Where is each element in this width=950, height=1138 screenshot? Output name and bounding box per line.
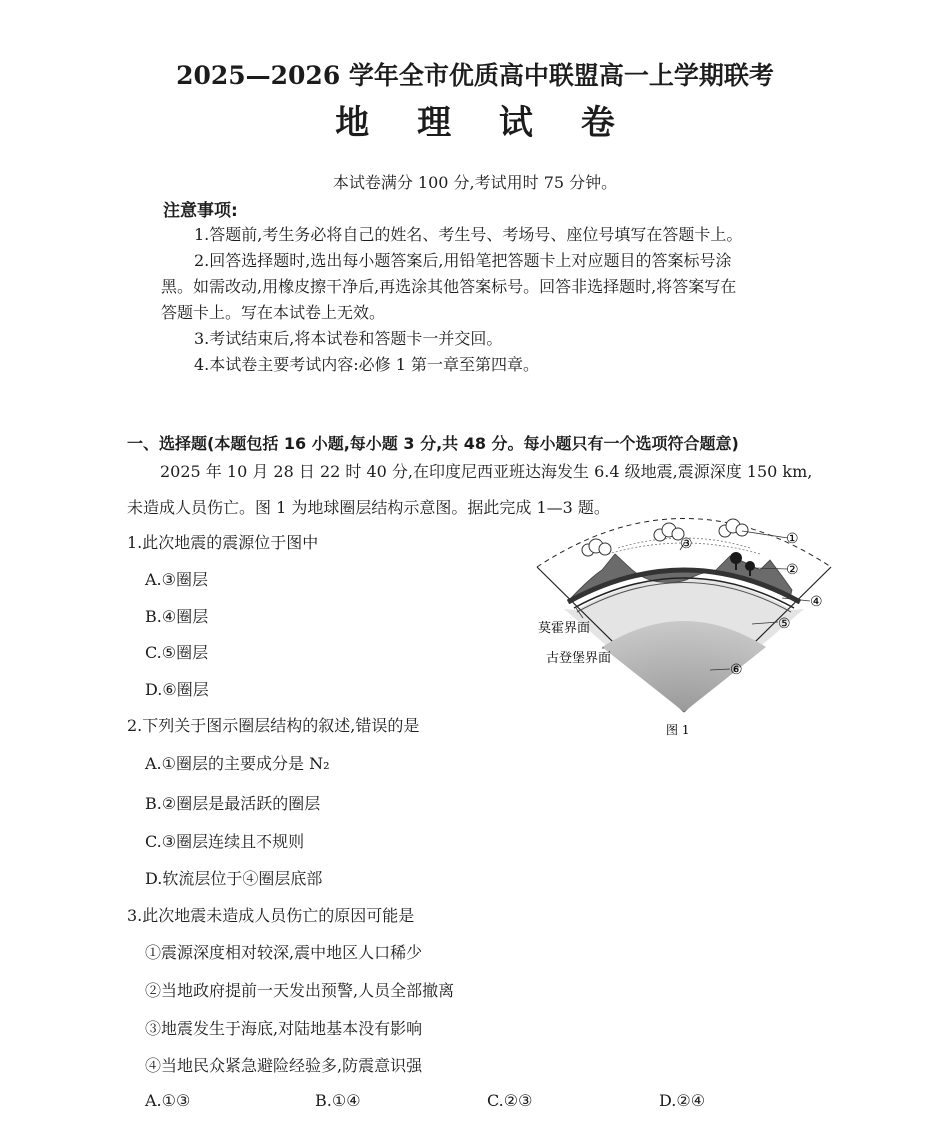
- exam-title: 2025—2026 学年全市优质高中联盟高一上学期联考: [176, 61, 774, 90]
- option: D.⑥圈层: [145, 680, 209, 699]
- gutenberg-label: 古登堡界面: [546, 651, 612, 666]
- section-title: 一、选择题(本题包括 16 小题,每小题 3 分,共 48 分。每小题只有一个选项符合题意): [127, 434, 739, 453]
- option: B.①④: [315, 1091, 361, 1110]
- leader-line: [754, 568, 788, 569]
- note-line: 1.答题前,考生务必将自己的姓名、考生号、考场号、座位号填写在答题卡上。: [194, 225, 743, 244]
- statement: ④当地民众紧急避险经验多,防震意识强: [145, 1056, 423, 1075]
- question-stem: 2.下列关于图示圈层结构的叙述,错误的是: [127, 716, 420, 735]
- option: A.③圈层: [145, 570, 208, 589]
- note-line: 3.考试结束后,将本试卷和答题卡一并交回。: [194, 329, 503, 348]
- exam-info: 本试卷满分 100 分,考试用时 75 分钟。: [332, 173, 618, 192]
- section-intro: 未造成人员伤亡。图 1 为地球圈层结构示意图。据此完成 1—3 题。: [127, 498, 610, 517]
- statement: ①震源深度相对较深,震中地区人口稀少: [145, 943, 423, 962]
- notes-heading: 注意事项:: [163, 201, 238, 221]
- earth-layers-figure: [520, 498, 840, 748]
- statement: ②当地政府提前一天发出预警,人员全部撤离: [145, 981, 455, 1000]
- moho-label: 莫霍界面: [538, 621, 591, 636]
- cloud-icon: [582, 539, 611, 556]
- option: D.软流层位于④圈层底部: [145, 869, 323, 888]
- label-circle-5: ⑤: [778, 616, 791, 632]
- section-intro: 2025 年 10 月 28 日 22 时 40 分,在印度尼西亚班达海发生 6.4 级地震,震源深度 150 km,: [160, 462, 813, 481]
- option: C.③圈层连续且不规则: [145, 832, 305, 851]
- cloud-icon: [719, 519, 748, 537]
- note-line: 黑。如需改动,用橡皮擦干净后,再选涂其他答案标号。回答非选择题时,将答案写在: [161, 277, 737, 296]
- question-stem: 1.此次地震的震源位于图中: [127, 533, 319, 552]
- note-line: 2.回答选择题时,选出每小题答案后,用铅笔把答题卡上对应题目的答案标号涂: [194, 251, 732, 270]
- leader-line: [742, 531, 788, 538]
- subject-title: 地 理 试 卷: [335, 103, 633, 143]
- note-line: 4.本试卷主要考试内容:必修 1 第一章至第四章。: [194, 355, 540, 374]
- option: A.①圈层的主要成分是 N₂: [145, 754, 330, 773]
- label-circle-4: ④: [810, 594, 823, 610]
- statement: ③地震发生于海底,对陆地基本没有影响: [145, 1019, 423, 1038]
- label-circle-6: ⑥: [730, 662, 743, 678]
- label-circle-1: ①: [786, 531, 799, 547]
- option: B.④圈层: [145, 607, 209, 626]
- option: A.①③: [145, 1091, 191, 1110]
- note-line: 答题卡上。写在本试卷上无效。: [161, 303, 386, 322]
- label-circle-2: ②: [786, 562, 799, 578]
- figure-caption: 图 1: [666, 723, 690, 737]
- option: C.②③: [487, 1091, 533, 1110]
- label-circle-3: ③: [680, 536, 693, 552]
- option: B.②圈层是最活跃的圈层: [145, 794, 321, 813]
- option: D.②④: [659, 1091, 706, 1110]
- option: C.⑤圈层: [145, 643, 209, 662]
- question-stem: 3.此次地震未造成人员伤亡的原因可能是: [127, 906, 415, 925]
